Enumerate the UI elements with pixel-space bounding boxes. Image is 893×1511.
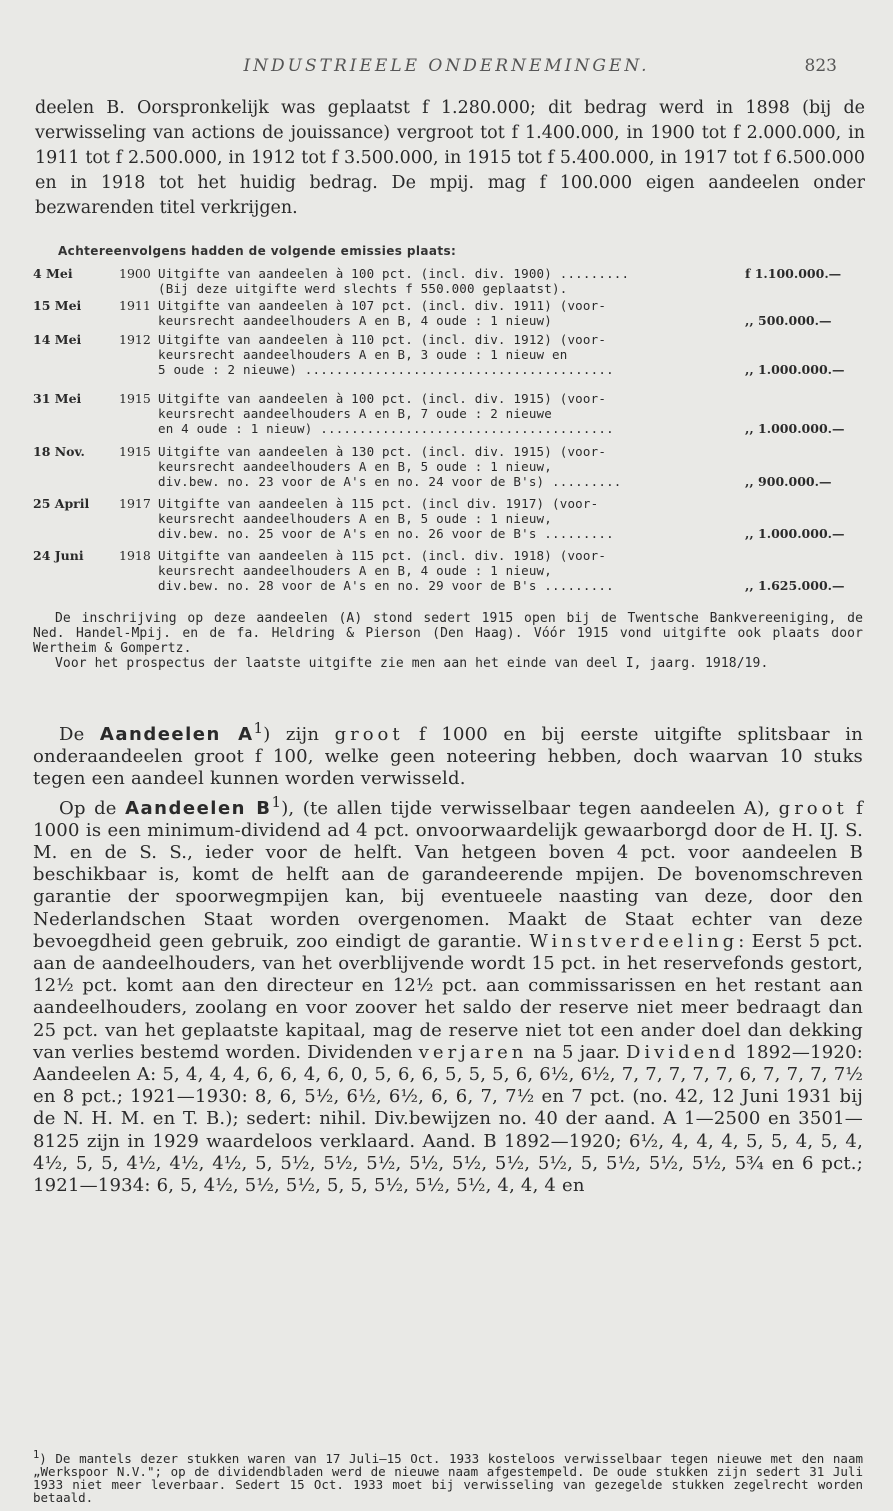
emission-amount: f 1.100.000.— — [745, 266, 842, 281]
note-paragraph: De inschrijving op deze aandeelen (A) stond sedert 1915 open bij de Twentsche Bankvereeniging, de Ned. Handel-Mpij. en de fa. Heldring & Pierson (Den Haag). Vóór 1915 vond uitgifte ook plaats door Wertheim & Gompertz. — [33, 611, 863, 656]
text-run: na 5 jaar. — [527, 1041, 626, 1063]
section-heading-aandeelen-a: Aandeelen A — [99, 724, 254, 745]
intro-block — [35, 96, 865, 221]
spaced-term: groot — [334, 724, 404, 745]
emission-year: 1911 — [119, 298, 151, 313]
page-number: 823 — [804, 56, 837, 76]
emission-date: 31 Mei — [33, 391, 82, 406]
text-run: De — [59, 724, 100, 745]
emission-date: 4 Mei — [33, 266, 73, 281]
emission-text: Uitgifte van aandeelen à 100 pct. (incl. div. 1915) (voor- keursrecht aandeelhouders A en B, 7 oude : 2 nieuwe en 4 oude : 1 nieuw) ...................................... — [158, 391, 614, 436]
emission-amount: ,, 1.000.000.— — [745, 421, 845, 436]
footnote-text: ) De mantels dezer stukken waren van 17 Juli—15 Oct. 1933 kosteloos verwisselbaar tegen nieuwe met den naam „Werkspoor N.V."; op de dividendbladen werd de nieuwe naam afgestempeld. De oude stukken zijn sedert 31 Juli 1933 niet meer leverbaar. Sedert 15 Oct. 1933 moet bij verwisseling van gezegelde stukken zegelrecht worden betaald. — [33, 1451, 863, 1506]
text-run: : Eerst 5 pct. aan de aandeelhouders, van het overblijvende wordt 15 pct. in het reservefonds gestort, 12½ pct. komt aan den directeur en 12½ pct. aan commissarissen en het restant aan aandeelhouders, zoolang en voor zoover het saldo der reserve niet meer bedraagt dan 25 pct. van het geplaatste kapitaal, mag de reserve niet tot een ander doel dan dekking van verlies bestemd worden. Dividenden — [33, 930, 863, 1063]
emission-year: 1918 — [119, 548, 151, 563]
spaced-term: groot — [778, 797, 848, 819]
emission-amount: ,, 500.000.— — [745, 313, 832, 328]
text-run: f 1000 en bij eerste uitgifte splitsbaar in onderaandeelen groot f 100, welke geen noteering hebben, doch waarvan 10 stuks tegen een aandeel kunnen worden verwisseld. — [33, 724, 863, 790]
footnote-mark: 1 — [33, 1449, 40, 1461]
emission-year: 1912 — [119, 332, 151, 347]
text-run: Op de — [59, 797, 126, 819]
intro-paragraph: deelen B. Oorspronkelijk was geplaatst f 1.280.000; dit bedrag werd in 1898 (bij de verwisseling van actions de jouissance) vergroot tot f 1.400.000, in 1900 tot f 2.000.000, in 1911 tot f 2.500.000, in 1912 tot f 3.500.000, in 1915 tot f 5.400.000, in 1917 tot f 6.500.000 en in 1918 tot het huidig bedrag. De mpij. mag f 100.000 eigen aandeelen onder bezwarenden titel verkrijgen. — [35, 98, 865, 218]
emission-year: 1915 — [119, 391, 151, 406]
emission-text: Uitgifte van aandeelen à 115 pct. (incl. div. 1918) (voor- keursrecht aandeelhouders A en B, 4 oude : 1 nieuw, div.bew. no. 28 voor de A's en no. 29 voor de B's ......... — [158, 548, 614, 593]
emission-date: 15 Mei — [33, 298, 82, 313]
spaced-term: Winstverdeeling — [529, 930, 739, 952]
running-title: INDUSTRIEELE ONDERNEMINGEN. — [243, 56, 650, 76]
emission-text: Uitgifte van aandeelen à 107 pct. (incl. div. 1911) (voor- keursrecht aandeelhouders A en B, 4 oude : 1 nieuw) — [158, 298, 607, 328]
emission-year: 1917 — [119, 496, 151, 511]
footnote-ref: 1 — [271, 792, 282, 811]
emission-date: 14 Mei — [33, 332, 82, 347]
text-run: 1892—1920: Aandeelen A: 5, 4, 4, 4, 6, 6, 4, 6, 0, 5, 6, 6, 5, 5, 5, 6, 6½, 6½, 7, 7, 7, 7, 7, 6, 7, 7, 7, 7½ en 8 pct.; 1921—1930: 8, 6, 5½, 6½, 6½, 6, 6, 7, 7½ en 7 pct. (no. 42, 12 Juni 1931 bij de N. H. M. en T. B.); sedert: nihil. Div.bewijzen no. 40 der aand. A 1—2500 en 3501—8125 zijn in 1929 waardeloos verklaard. Aand. B 1892—1920; 6½, 4, 4, 4, 5, 5, 4, 5, 4, 4½, 5, 5, 4½, 4½, 4½, 5, 5½, 5½, 5½, 5½, 5½, 5½, 5½, 5, 5½, 5½, 5½, 5¾ en 6 pct.; 1921—1934: 6, 5, 4½, 5½, 5½, 5, 5, 5½, 5½, 5½, 4, 4, 4 en — [33, 1041, 863, 1197]
emission-year: 1900 — [119, 266, 151, 281]
emission-year: 1915 — [119, 444, 151, 459]
paragraph-aandeelen-b — [33, 791, 863, 1198]
emissions-lead: Achtereenvolgens hadden de volgende emissies plaats: — [58, 244, 457, 258]
emission-amount: ,, 1.625.000.— — [745, 578, 845, 593]
emission-date: 25 April — [33, 496, 90, 511]
text-run: ), (te allen tijde verwisselbaar tegen aandeelen A), — [281, 797, 779, 819]
paragraph-aandeelen-a — [33, 717, 863, 791]
emission-text: Uitgifte van aandeelen à 110 pct. (incl. div. 1912) (voor- keursrecht aandeelhouders A en B, 3 oude : 1 nieuw en 5 oude : 2 nieuwe) ........................................ — [158, 332, 614, 377]
emission-text: Uitgifte van aandeelen à 115 pct. (incl div. 1917) (voor- keursrecht aandeelhouders A en B, 5 oude : 1 nieuw, div.bew. no. 25 voor de A's en no. 26 voor de B's ......... — [158, 496, 614, 541]
note-paragraph: Voor het prospectus der laatste uitgifte zie men aan het einde van deel I, jaarg. 1918/19. — [55, 656, 769, 671]
text-run: ) zijn — [263, 724, 335, 745]
spaced-term: Dividend — [625, 1041, 740, 1063]
emission-text: Uitgifte van aandeelen à 100 pct. (incl. div. 1900) ......... (Bij deze uitgifte werd slechts f 550.000 geplaatst). — [158, 266, 630, 296]
spaced-term: verjaren — [418, 1041, 528, 1063]
footnote-ref: 1 — [253, 719, 264, 737]
emission-date: 24 Juni — [33, 548, 84, 563]
emission-text: Uitgifte van aandeelen à 130 pct. (incl. div. 1915) (voor- keursrecht aandeelhouders A en B, 5 oude : 1 nieuw, div.bew. no. 23 voor de A's en no. 24 voor de B's) ......... — [158, 444, 622, 489]
emission-amount: ,, 1.000.000.— — [745, 526, 845, 541]
page-header — [0, 56, 893, 84]
footnote — [33, 1449, 863, 1504]
emission-amount: ,, 900.000.— — [745, 474, 832, 489]
emission-amount: ,, 1.000.000.— — [745, 362, 845, 377]
subscription-note — [33, 611, 863, 671]
section-heading-aandeelen-b: Aandeelen B — [125, 797, 272, 819]
text-run: f 1000 is een minimum-dividend ad 4 pct. onvoorwaardelijk gewaarborgd door de H. IJ. S. M. en de S. S., ieder voor de helft. Van hetgeen boven 4 pct. voor aandeelen B beschikbaar is, komt de helft aan de garandeerende mpijen. De bovenomschreven garantie der spoorwegmpijen kan, bij eventueele naasting van deze, door den Nederlandschen Staat worden overgenomen. Maakt de Staat echter van deze bevoegdheid geen gebruik, zoo eindigt de garantie. — [33, 797, 863, 952]
body-text — [33, 717, 863, 1197]
emission-date: 18 Nov. — [33, 444, 85, 459]
